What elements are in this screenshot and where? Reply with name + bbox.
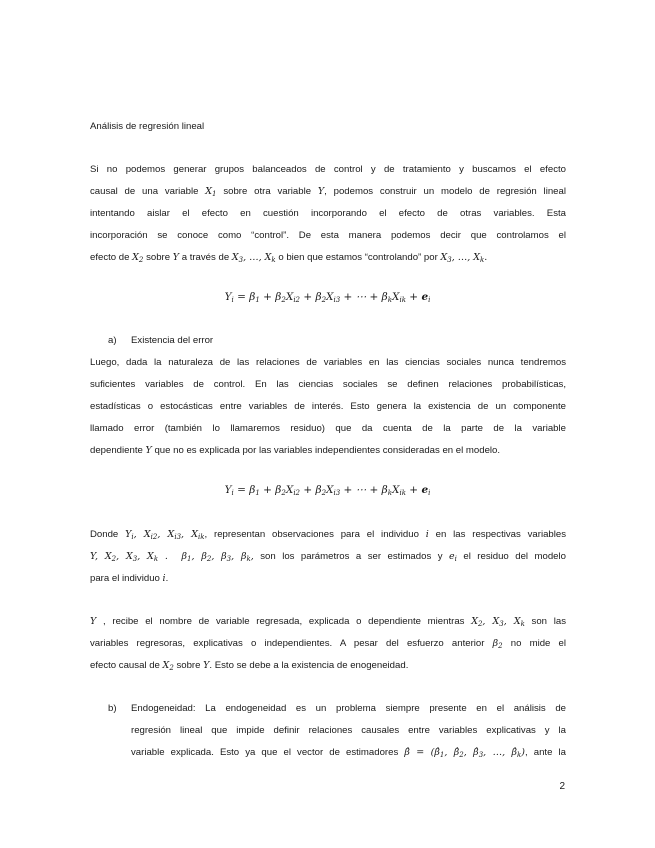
intro-line-5: efecto de $X_2$ sobre Y a través de $X_3$, …, $X_k$ o bien que estamos “controlando” por $X_3$, …, $X_k$. <box>90 252 488 264</box>
donde-line-1: Donde $Y_i$, $X_{i2}$, $X_{i3}$, $X_{ik}$, representan observaciones para el individuo i en las respectivas variables <box>90 529 567 541</box>
donde-line-2: Y, $X_2$, $X_3$, $X_k$ . $\beta_1$, $\beta_2$, $\beta_3$, $\beta_k$, son los parámetros a ser estimados y $e_i$ el residuo del modelo <box>90 551 566 563</box>
list-marker-a: a) <box>108 335 117 346</box>
intro-line-4: incorporación se conoce como “control”. De esta manera podemos decir que controlamos el <box>90 230 566 241</box>
regresada-line-2: variables regresoras, explicativas o independientes. A pesar del esfuerzo anterior $\beta_2$ no mide el <box>90 638 566 650</box>
section-b-line-1: Endogeneidad: La endogeneidad es un problema siempre presente en el análisis de <box>131 703 566 714</box>
regresada-line-3: efecto causal de $X_2$ sobre Y. Esto se debe a la existencia de enogeneidad. <box>90 660 409 672</box>
section-a-line-4: llamado error (también lo llamaremos residuo) que da cuenta de la parte de la variable <box>90 423 566 434</box>
section-b-line-3: variable explicada. Esto ya que el vector de estimadores β̂ = ($\betâ_1$, $\betâ_2$, $\betâ_3$, …, $\betâ_k$), ante la <box>131 747 566 759</box>
intro-line-3: intentando aislar el efecto en cuestión incorporando el efecto de otras variables. Esta <box>90 208 566 219</box>
list-marker-b: b) <box>108 703 117 714</box>
intro-line-2: causal de una variable $X_1$ sobre otra variable Y, podemos construir un modelo de regresión lineal <box>90 186 566 198</box>
regression-equation: $Y_i = \beta_1 + \beta_2X_{i2} + \beta_2X_{i3}$ + ⋯ + $\beta_kX_{ik} + e_i$ <box>224 291 431 304</box>
section-a-line-3: estadísticas o estocásticas entre variables de interés. Esto genera la existencia de un componente <box>90 401 566 412</box>
section-a-heading: Existencia del error <box>131 335 214 346</box>
regresada-line-1: Y , recibe el nombre de variable regresada, explicada o dependiente mientras $X_2$, $X_3$, $X_k$ son las <box>90 616 566 628</box>
section-a-line-1: Luego, dada la naturaleza de las relaciones de variables en las ciencias sociales nunca tendremos <box>90 357 566 368</box>
section-a-line-2: suficientes variables de control. En las ciencias sociales se definen relaciones probabilísticas, <box>90 379 566 390</box>
donde-line-3: para el individuo i. <box>90 573 169 584</box>
section-b-line-2: regresión lineal que impide definir relaciones causales entre variables explicativas y la <box>131 725 566 736</box>
section-title: Análisis de regresión lineal <box>90 121 205 132</box>
intro-line-1: Si no podemos generar grupos balanceados de control y de tratamiento y buscamos el efecto <box>90 164 566 175</box>
section-a-line-5: dependiente Y que no es explicada por las variables independientes consideradas en el modelo. <box>90 445 501 456</box>
page-number: 2 <box>559 781 565 792</box>
regression-equation-2: $Y_i = \beta_1 + \beta_2X_{i2} + \beta_2X_{i3}$ + ⋯ + $\beta_kX_{ik} + e_i$ <box>224 484 431 497</box>
